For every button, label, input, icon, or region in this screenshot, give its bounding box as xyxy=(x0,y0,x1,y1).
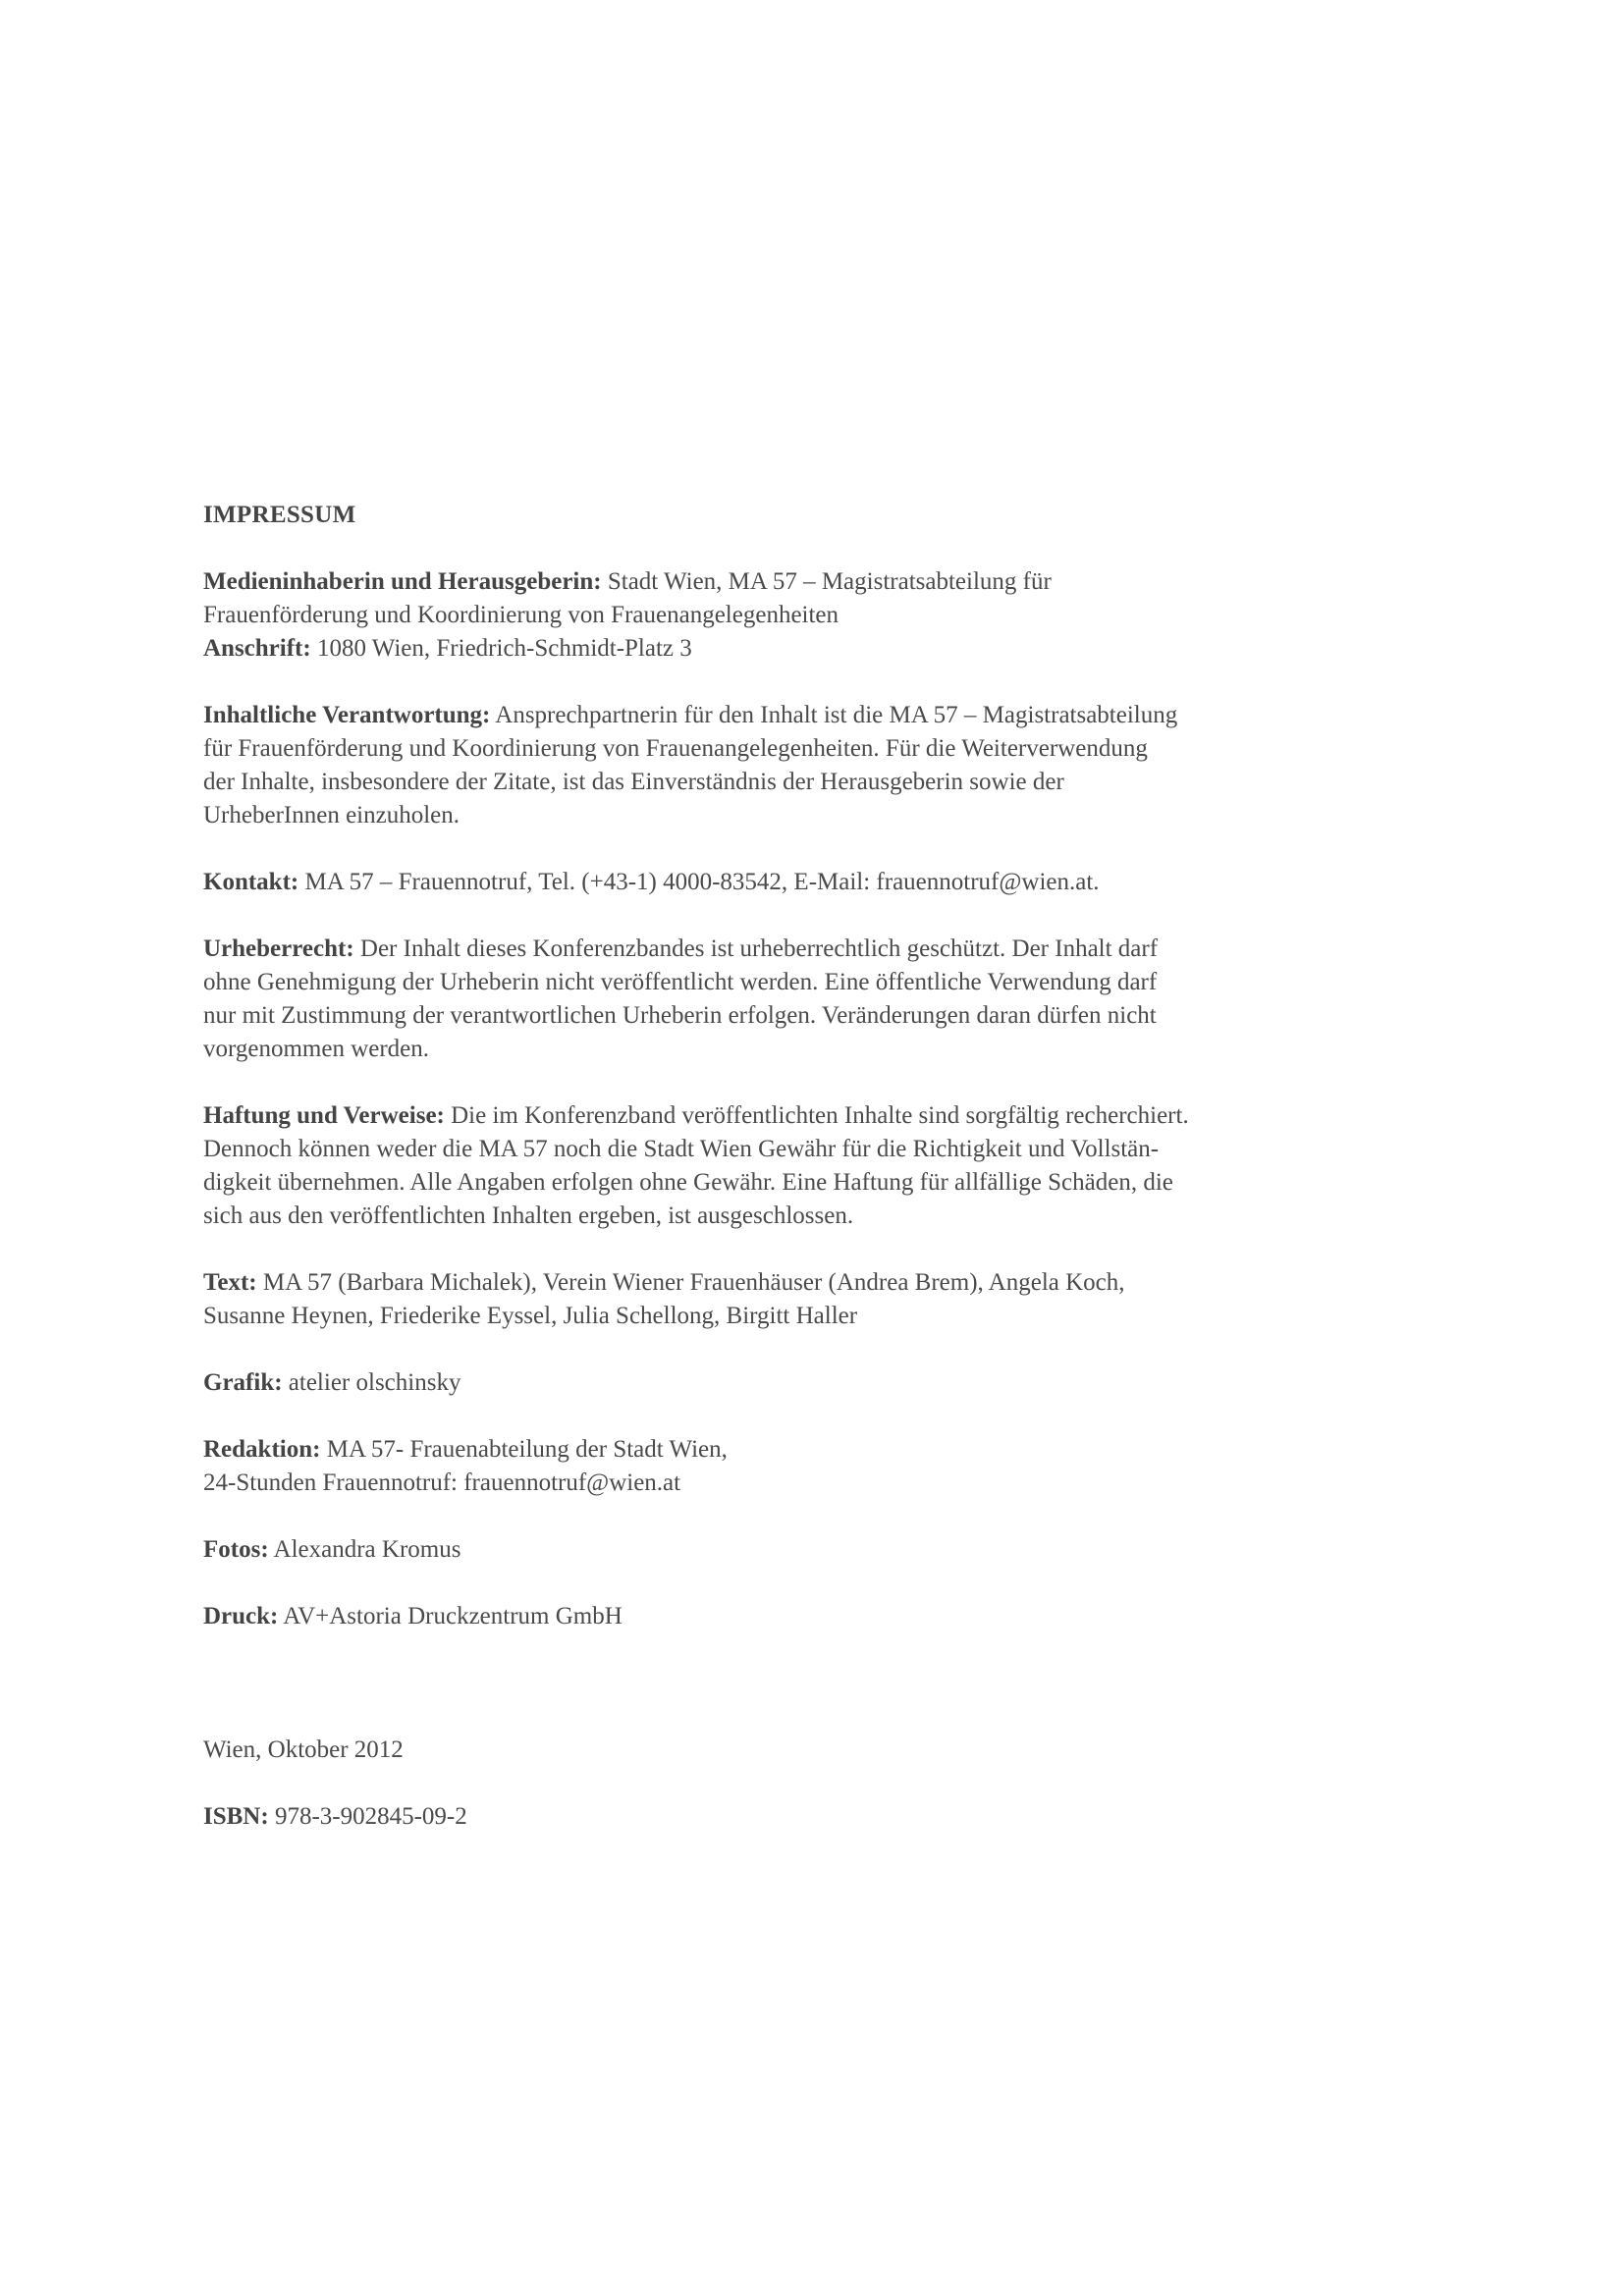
print-block xyxy=(203,1600,1313,1633)
place-date: Wien, Oktober 2012 xyxy=(203,1736,404,1763)
responsibility-text-1: Ansprechpartnerin für den Inhalt ist die MA 57 – Magistratsabteilung xyxy=(490,702,1178,728)
contact-line xyxy=(203,866,1313,899)
text-credits-line-1 xyxy=(203,1266,1313,1300)
text-credits-label: Text: xyxy=(203,1269,257,1296)
publisher-text-2: Frauenförderung und Koordinierung von Frauenangelegenheiten xyxy=(203,602,839,628)
copyright-text-4: vorgenommen werden. xyxy=(203,1036,430,1062)
impressum-section xyxy=(203,499,1313,1867)
publisher-label: Medieninhaberin und Herausgeberin: xyxy=(203,568,602,595)
liability-block xyxy=(203,1099,1313,1233)
copyright-text-3: nur mit Zustimmung der verantwortlichen Urheberin erfolgen. Veränderungen daran dürfen nicht xyxy=(203,1002,1157,1029)
isbn-block xyxy=(203,1800,1313,1834)
address-text: 1080 Wien, Friedrich-Schmidt-Platz 3 xyxy=(310,635,692,662)
responsibility-block xyxy=(203,699,1313,832)
graphics-line xyxy=(203,1366,1313,1400)
responsibility-line-1 xyxy=(203,699,1313,732)
isbn-line xyxy=(203,1800,1313,1834)
liability-text-4: sich aus den veröffentlichten Inhalten ergeben, ist ausgeschlossen. xyxy=(203,1202,854,1229)
copyright-line-1 xyxy=(203,933,1313,966)
text-credits-text-1: MA 57 (Barbara Michalek), Verein Wiener Frauenhäuser (Andrea Brem), Angela Koch, xyxy=(256,1269,1125,1296)
text-credits-text-2: Susanne Heynen, Friederike Eyssel, Julia Schellong, Birgitt Haller xyxy=(203,1303,858,1329)
graphics-text: atelier olschinsky xyxy=(282,1369,461,1396)
copyright-label: Urheberrecht: xyxy=(203,935,354,962)
address-label: Anschrift: xyxy=(203,635,311,662)
photos-text: Alexandra Kromus xyxy=(268,1536,461,1563)
liability-text-2: Dennoch können weder die MA 57 noch die Stadt Wien Gewähr für die Richtigkeit und Vollstän- xyxy=(203,1136,1160,1162)
responsibility-label: Inhaltliche Verantwortung: xyxy=(203,702,491,728)
responsibility-text-3: der Inhalte, insbesondere der Zitate, ist das Einverständnis der Herausgeberin sowie der xyxy=(203,769,1064,795)
copyright-text-1: Der Inhalt dieses Konferenzbandes ist urheberrechtlich geschützt. Der Inhalt darf xyxy=(353,935,1159,962)
liability-line-1 xyxy=(203,1099,1313,1133)
contact-text: MA 57 – Frauennotruf, Tel. (+43-1) 4000-83542, E-Mail: frauennotruf@wien.at. xyxy=(298,869,1100,895)
spacer xyxy=(203,1667,1313,1734)
editorial-block xyxy=(203,1433,1313,1500)
print-line xyxy=(203,1600,1313,1633)
editorial-text-2: 24-Stunden Frauennotruf: frauennotruf@wien.at xyxy=(203,1469,681,1496)
contact-block xyxy=(203,866,1313,899)
editorial-line-1 xyxy=(203,1433,1313,1467)
responsibility-text-4: UrheberInnen einzuholen. xyxy=(203,802,460,828)
isbn-label: ISBN: xyxy=(203,1803,269,1830)
graphics-block xyxy=(203,1366,1313,1400)
liability-label: Haftung und Verweise: xyxy=(203,1102,445,1129)
isbn-text: 978-3-902845-09-2 xyxy=(268,1803,467,1830)
publisher-block xyxy=(203,565,1313,666)
contact-label: Kontakt: xyxy=(203,869,299,895)
copyright-text-2: ohne Genehmigung der Urheberin nicht veröffentlicht werden. Eine öffentliche Verwendung darf xyxy=(203,969,1158,995)
editorial-label: Redaktion: xyxy=(203,1436,321,1463)
address-line xyxy=(203,632,1313,666)
liability-text-3: digkeit übernehmen. Alle Angaben erfolgen ohne Gewähr. Eine Haftung für allfällige Schäden, die xyxy=(203,1169,1173,1196)
photos-block xyxy=(203,1533,1313,1567)
print-text: AV+Astoria Druckzentrum GmbH xyxy=(278,1603,623,1629)
photos-line xyxy=(203,1533,1313,1567)
liability-text-1: Die im Konferenzband veröffentlichten Inhalte sind sorgfältig recherchiert. xyxy=(444,1102,1189,1129)
publisher-text-1: Stadt Wien, MA 57 – Magistratsabteilung für xyxy=(601,568,1052,595)
responsibility-text-2: für Frauenförderung und Koordinierung von Frauenangelegenheiten. Für die Weiterverwendung xyxy=(203,735,1148,762)
print-label: Druck: xyxy=(203,1603,279,1629)
text-credits-block xyxy=(203,1266,1313,1333)
impressum-title: IMPRESSUM xyxy=(203,502,356,528)
graphics-label: Grafik: xyxy=(203,1369,283,1396)
editorial-text-1: MA 57- Frauenabteilung der Stadt Wien, xyxy=(320,1436,728,1463)
copyright-block xyxy=(203,933,1313,1066)
photos-label: Fotos: xyxy=(203,1536,269,1563)
place-date-block xyxy=(203,1734,1313,1767)
publisher-line-1 xyxy=(203,565,1313,599)
